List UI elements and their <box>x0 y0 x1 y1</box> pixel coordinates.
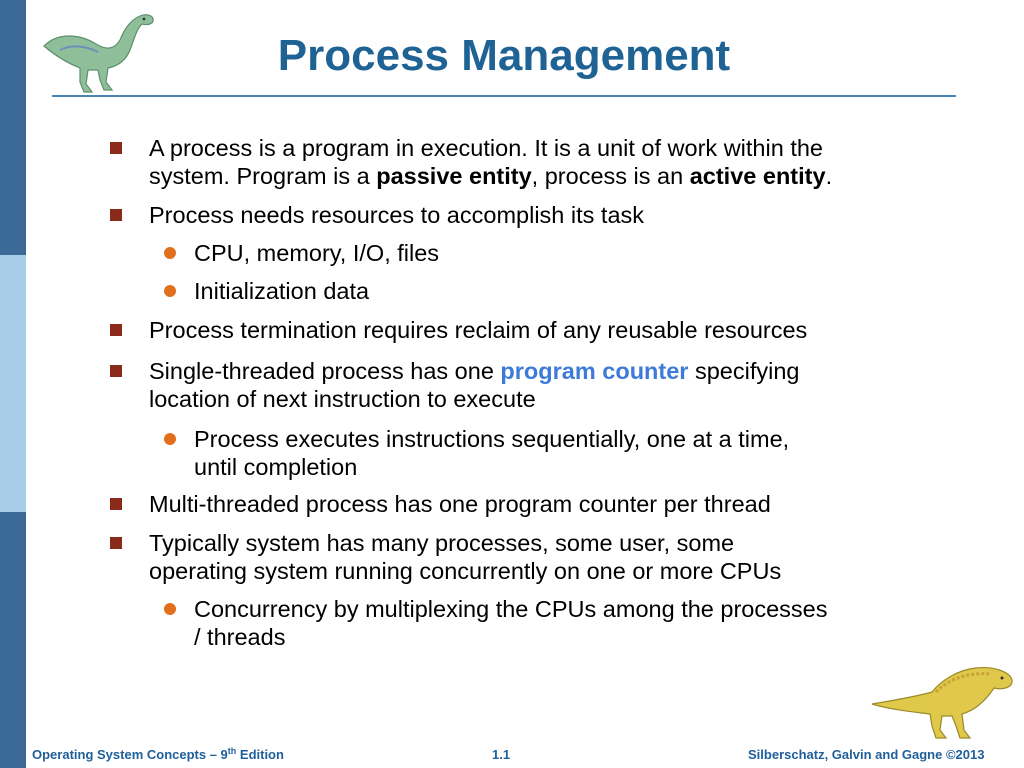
bullet-text: specifying <box>688 358 800 384</box>
square-bullet-icon <box>110 498 122 510</box>
footer-copyright: Silberschatz, Galvin and Gagne ©2013 <box>748 747 985 762</box>
sub-bullet-item <box>194 595 828 651</box>
footer-title-text: Operating System Concepts – 9 <box>32 747 228 762</box>
bullet-line <box>194 623 828 651</box>
bullet-item <box>149 201 644 229</box>
footer-book-title <box>32 746 284 764</box>
footer-edition-superscript: th <box>227 746 237 756</box>
bullet-line <box>149 529 781 557</box>
bullet-text: location of next instruction to execute <box>149 386 536 412</box>
bullet-text: system. Program is a <box>149 163 377 189</box>
bullet-text: operating system running concurrently on one or more CPUs <box>149 558 782 584</box>
bullet-text: Process executes instructions sequentially, one at a time, <box>194 426 790 452</box>
emphasized-text: active entity <box>689 163 826 189</box>
bullet-item <box>149 134 832 190</box>
square-bullet-icon <box>110 324 122 336</box>
bullet-line <box>194 239 439 267</box>
bullet-line <box>149 162 832 190</box>
footer-slide-number: 1.1 <box>492 747 511 762</box>
emphasized-text: program counter <box>500 358 689 384</box>
slide-title: Process Management <box>277 31 731 80</box>
bullet-line <box>194 425 789 453</box>
bullet-item <box>149 490 771 518</box>
bullet-text: Single-threaded process has one <box>149 358 501 384</box>
bullet-line <box>149 385 799 413</box>
bullet-line <box>149 557 781 585</box>
bullet-line <box>149 201 644 229</box>
bullet-line <box>194 453 789 481</box>
bullet-text: Concurrency by multiplexing the CPUs among the processes <box>194 596 828 622</box>
round-bullet-icon <box>164 247 176 259</box>
bullet-line <box>149 134 832 162</box>
sub-bullet-item <box>194 277 369 305</box>
bullet-text: . <box>825 163 833 189</box>
bullet-text: A process is a program in execution. It is a unit of work within the <box>149 135 823 161</box>
bullet-text: Process needs resources to accomplish its task <box>149 202 645 228</box>
sub-bullet-item <box>194 425 789 481</box>
bullet-text: Multi-threaded process has one program counter per thread <box>149 491 771 517</box>
bullet-line <box>149 316 807 344</box>
round-bullet-icon <box>164 603 176 615</box>
bullet-text: / threads <box>194 624 286 650</box>
bullet-line <box>149 490 771 518</box>
bullet-text: Initialization data <box>194 278 370 304</box>
bullet-text: Typically system has many processes, some user, some <box>149 530 735 556</box>
bullet-text: , process is an <box>531 163 690 189</box>
square-bullet-icon <box>110 142 122 154</box>
bullet-item <box>149 316 807 344</box>
square-bullet-icon <box>110 209 122 221</box>
bullet-line <box>194 277 369 305</box>
bullet-item <box>149 529 781 585</box>
square-bullet-icon <box>110 537 122 549</box>
bullet-line <box>194 595 828 623</box>
sub-bullet-item <box>194 239 439 267</box>
footer-edition-text: Edition <box>236 747 284 762</box>
square-bullet-icon <box>110 365 122 377</box>
emphasized-text: passive entity <box>376 163 532 189</box>
bullet-text: Process termination requires reclaim of any reusable resources <box>149 317 808 343</box>
bullet-item <box>149 357 799 413</box>
round-bullet-icon <box>164 285 176 297</box>
bullet-line <box>149 357 799 385</box>
bullet-text: until completion <box>194 454 358 480</box>
round-bullet-icon <box>164 433 176 445</box>
bullet-text: CPU, memory, I/O, files <box>194 240 440 266</box>
